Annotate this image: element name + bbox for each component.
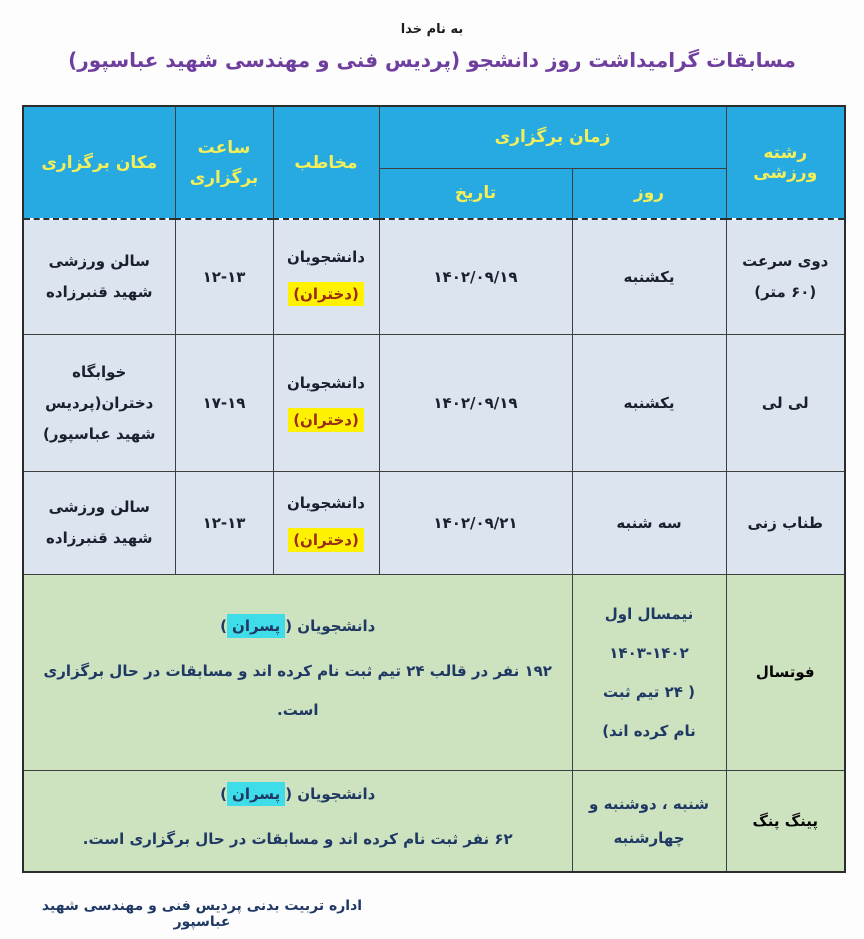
day-line: نام کرده اند) — [602, 721, 696, 740]
cell-sport — [726, 219, 845, 334]
table-row-sprint — [23, 219, 845, 334]
cell-location — [23, 471, 175, 574]
header-audience: مخاطب — [273, 106, 379, 219]
girls-highlight: (دختران) — [288, 408, 364, 432]
cell-hour: ۱۲-۱۳ — [175, 219, 273, 334]
day-line: نیمسال اول — [604, 604, 694, 623]
boys-highlight: پسران — [227, 614, 285, 638]
header-time-group: زمان برگزاری — [379, 106, 726, 168]
table-row-rope — [23, 471, 845, 574]
cell-day: سه شنبه — [572, 471, 726, 574]
table-header — [23, 106, 845, 219]
cell-date: ۱۴۰۲/۰۹/۱۹ — [379, 219, 572, 334]
audience-main: دانشجویان — [286, 247, 366, 266]
audience-highlight-wrap — [280, 282, 373, 306]
cell-sport: فوتسال — [726, 574, 845, 770]
cell-day-pingpong — [572, 770, 726, 872]
location-line: شهید قنبرزاده — [46, 529, 153, 547]
location-line: شهید عباسپور) — [43, 424, 156, 443]
table-row-pingpong — [23, 770, 845, 872]
header-hour — [175, 106, 273, 219]
audience-main: دانشجویان — [286, 373, 366, 392]
cell-audience — [273, 334, 379, 471]
cell-sport: لی لی — [726, 334, 845, 471]
audience-line — [30, 782, 566, 806]
day-line: چهارشنبه — [613, 828, 685, 847]
sports-table — [22, 105, 846, 873]
girls-highlight: (دختران) — [288, 282, 364, 306]
day-line: ۱۴۰۳-۱۴۰۲ — [609, 643, 689, 662]
table-row-leyley — [23, 334, 845, 471]
location-line: دختران(پردیس — [45, 393, 154, 412]
cell-pingpong-details — [23, 770, 572, 872]
header-date: تاریخ — [379, 168, 572, 219]
audience-post: ) — [220, 785, 228, 804]
day-line: شنبه ، دوشنبه و — [589, 794, 709, 813]
bismillah-text: به نام خدا — [400, 22, 464, 37]
audience-post: ) — [220, 617, 228, 635]
header-sport: رشته ورزشی — [726, 106, 845, 219]
cell-hour: ۱۲-۱۳ — [175, 471, 273, 574]
location-line: خوابگاه — [72, 362, 127, 381]
table-row-futsal — [23, 574, 845, 770]
cell-futsal-details — [23, 574, 572, 770]
cell-day-futsal — [572, 574, 726, 770]
header-location: مکان برگزاری — [23, 106, 175, 219]
day-line: ( ۲۴ تیم ثبت — [603, 682, 695, 701]
boys-highlight: پسران — [227, 782, 285, 806]
location-line: سالن ورزشی — [48, 252, 150, 271]
audience-line — [30, 614, 566, 638]
cell-date: ۱۴۰۲/۰۹/۲۱ — [379, 471, 572, 574]
audience-highlight-wrap — [280, 528, 373, 552]
cell-date: ۱۴۰۲/۰۹/۱۹ — [379, 334, 572, 471]
location-line: سالن ورزشی — [48, 498, 150, 516]
footer-text: اداره تربیت بدنی پردیس فنی و مهندسی شهید عباسپور — [41, 898, 363, 930]
cell-day: یکشنبه — [572, 334, 726, 471]
cell-hour: ۱۷-۱۹ — [175, 334, 273, 471]
cell-audience — [273, 219, 379, 334]
sport-line: دوی سرعت — [742, 252, 829, 271]
audience-pre: دانشجویان ( — [285, 785, 376, 804]
sport-line: (۶۰ متر) — [754, 283, 817, 302]
audience-main: دانشجویان — [286, 493, 366, 512]
cell-location — [23, 334, 175, 471]
header-day: روز — [572, 168, 726, 219]
cell-sport: پینگ پنگ — [726, 770, 845, 872]
registration-detail: ۶۲ نفر ثبت نام کرده اند و مسابقات در حال برگزاری است. — [82, 830, 513, 849]
page-title: مسابقات گرامیداشت روز دانشجو (پردیس فنی و مهندسی شهید عباسپور) — [68, 48, 796, 72]
audience-pre: دانشجویان ( — [285, 617, 376, 635]
header-hour-line1: ساعت — [197, 137, 251, 158]
cell-audience — [273, 471, 379, 574]
audience-highlight-wrap — [280, 408, 373, 432]
location-line: شهید قنبرزاده — [46, 283, 153, 302]
cell-day: یکشنبه — [572, 219, 726, 334]
registration-detail: ۱۹۲ نفر در قالب ۲۴ تیم ثبت نام کرده اند و مسابقات در حال برگزاری است. — [43, 662, 552, 719]
header-hour-line2: برگزاری — [189, 167, 259, 188]
cell-sport: طناب زنی — [726, 471, 845, 574]
girls-highlight: (دختران) — [288, 528, 364, 552]
cell-location — [23, 219, 175, 334]
